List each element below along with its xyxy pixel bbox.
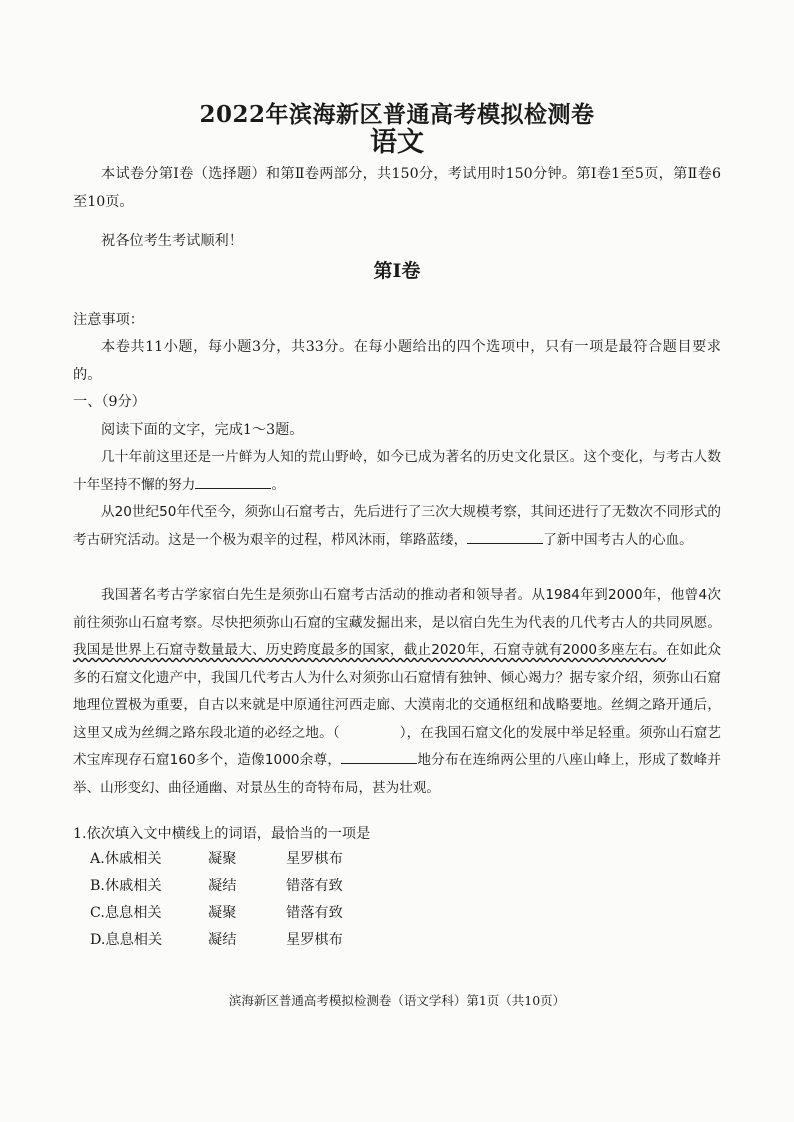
blank-1 xyxy=(195,474,271,489)
intro-paragraph: 本试卷分第Ⅰ卷（选择题）和第Ⅱ卷两部分，共150分，考试用时150分钟。第Ⅰ卷1至5页，第Ⅱ卷6至10页。 xyxy=(73,166,721,210)
blank-2 xyxy=(467,529,543,544)
page-footer: 滨海新区普通高考模拟检测卷（语文学科）第1页（共10页） xyxy=(228,993,566,1008)
passage-paragraph-3: 我国著名考古学家宿白先生是须弥山石窟考古活动的推动者和领导者。从1984年到2000年，他曾4次前往须弥山石窟考察。尽快把须弥山石窟的宝藏发掘出来，是以宿白先生为代表的几代考古人的共同夙愿。我国是世界上石窟寺数量最大、历史跨度最多的国家，截止2020年，石窟寺就有2000多座左右。在如此众多的石窟文化遗产中，我国几代考古人为什么对须弥山石窟情有独钟、倾心竭力？据专家介绍，须弥山石窟地理位置极为重要，自古以来就是中原通往河西走廊、大漠南北的交通枢纽和战略要地。丝绸之路开通后，这里又成为丝绸之路东段北道的必经之地。（ ），在我国石窟文化的发展中举足轻重。须弥山石窟艺术宝库现存石窟160多个，造像1000余尊， 地分布在连绵两公里的八座山峰上，形成了数峰并举、山形变幻、曲径通幽、对景丛生的奇特布局，甚为壮观。 xyxy=(73,587,722,796)
blank-3 xyxy=(341,749,417,764)
notice-text: 本卷共11小题，每小题3分，共33分。在每小题给出的四个选项中，只有一项是最符合题目要求的。 xyxy=(73,339,721,383)
part-label: 一、（9分） xyxy=(73,394,146,410)
option-b: B.休戚相关 凝结 错落有致 xyxy=(90,878,343,894)
passage-paragraph-2: 从20世纪50年代至今，须弥山石窟考古，先后进行了三次大规模考察，其间还进行了无数次不同形式的考古研究活动。这是一个极为艰辛的过程，栉风沐雨，筚路蓝缕， 了新中国考古人的心血。 xyxy=(73,504,721,548)
subject-title: 语文 xyxy=(370,127,424,158)
option-a: A.休戚相关 凝聚 星罗棋布 xyxy=(90,851,343,867)
passage-paragraph-1: 几十年前这里还是一片鲜为人知的荒山野岭，如今已成为著名的历史文化景区。这个变化，与考古人数十年坚持不懈的努力 。 xyxy=(73,449,721,493)
section-title: 第Ⅰ卷 xyxy=(373,260,421,282)
option-c: C.息息相关 凝聚 错落有致 xyxy=(90,905,343,921)
notice-label: 注意事项： xyxy=(73,312,144,328)
exam-title: 2022年滨海新区普通高考模拟检测卷 xyxy=(199,101,595,128)
read-instruction: 阅读下面的文字，完成1～3题。 xyxy=(101,422,304,438)
question-1-stem: 1.依次填入文中横线上的词语，最恰当的一项是 xyxy=(73,826,371,842)
wish-line: 祝各位考生考试顺利！ xyxy=(101,233,243,249)
option-d: D.息息相关 凝结 星罗棋布 xyxy=(90,932,343,948)
wavy-underlined-sentence: 我国是世界上石窟寺数量最大、历史跨度最多的国家，截止2020年，石窟寺就有2000多座左右。 xyxy=(73,642,667,658)
